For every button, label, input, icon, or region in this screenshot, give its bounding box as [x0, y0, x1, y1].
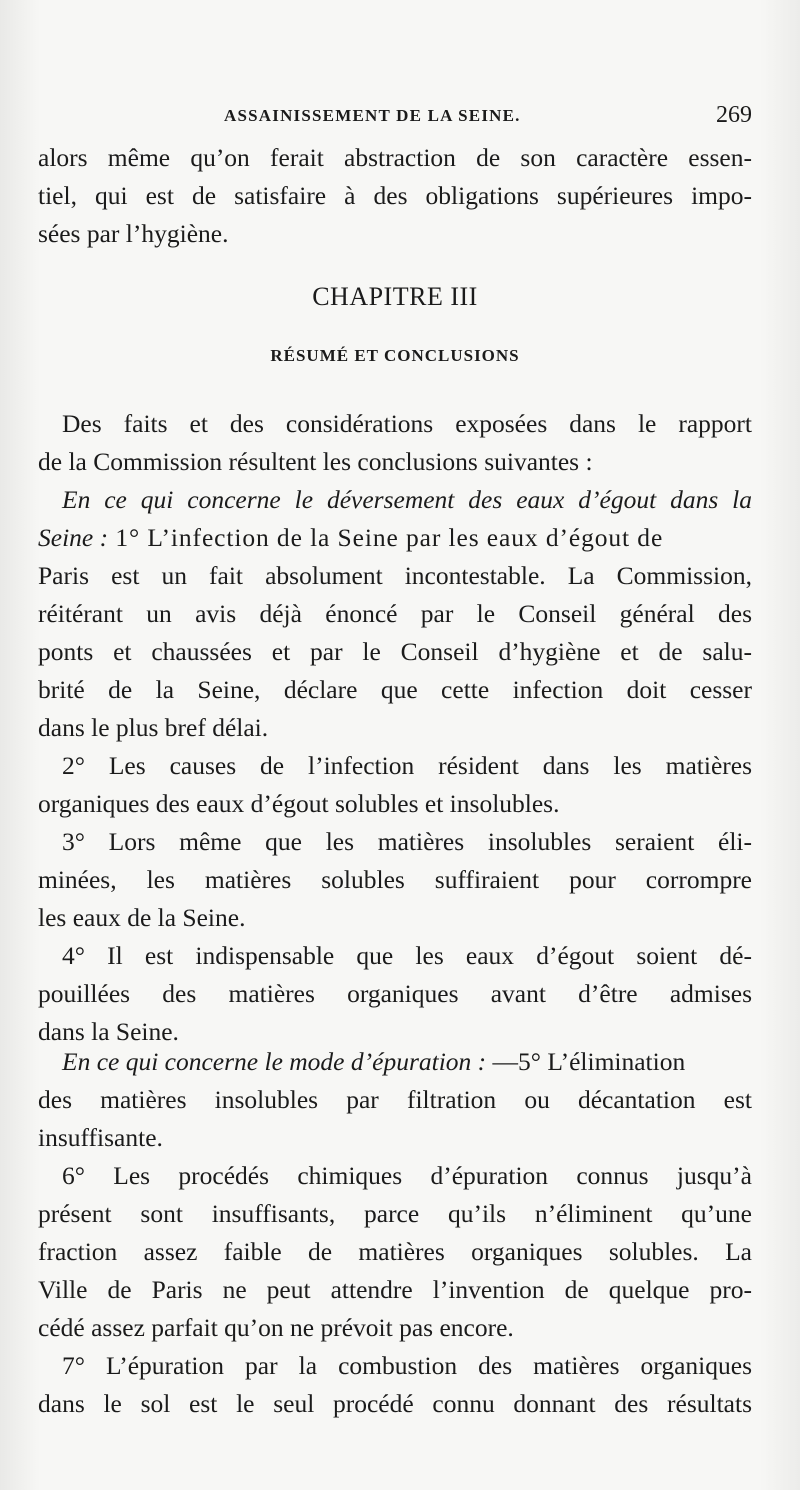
text-line: brité de la Seine, déclare que cette infection doit cesser — [38, 675, 752, 704]
page-number: 269 — [716, 102, 752, 128]
text-line: réitérant un avis déjà énoncé par le Conseil général des — [38, 599, 752, 628]
text-line: dans la Seine. — [38, 1017, 179, 1046]
text-line: 6° Les procédés chimiques d’épuration connus jusqu’à — [62, 1161, 752, 1190]
text-line: 4° Il est indispensable que les eaux d’égout soient dé- — [62, 941, 752, 970]
text-line: les eaux de la Seine. — [38, 903, 246, 932]
text-line: minées, les matières solubles suffiraient pour corrompre — [38, 865, 752, 894]
chapter-subtitle: RÉSUMÉ ET CONCLUSIONS — [270, 346, 520, 365]
text-line: 3° Lors même que les matières insolubles seraient éli- — [62, 827, 752, 856]
running-head — [38, 102, 752, 134]
italic-lead: En ce qui concerne le mode d’épuration : — [62, 1047, 487, 1076]
text-line: cédé assez parfait qu’on ne prévoit pas encore. — [38, 1313, 514, 1342]
text-line: ponts et chaussées et par le Conseil d’hygiène et de salu- — [38, 637, 752, 666]
text-line — [38, 1044, 752, 1080]
text-run: 1° L’infection de la Seine par les eaux d’égout de — [108, 523, 664, 552]
text-line — [38, 520, 752, 556]
text-line: 2° Les causes de l’infection résident dans les matières — [62, 751, 752, 780]
text-line: Paris est un fait absolument incontestable. La Commission, — [38, 561, 752, 590]
running-title: ASSAINISSEMENT DE LA SEINE. — [224, 106, 521, 125]
text-line: alors même qu’on ferait abstraction de son caractère essen- — [38, 143, 752, 172]
text-line-italic: En ce qui concerne le déversement des eaux d’égout dans la — [62, 485, 752, 514]
text-line: des matières insolubles par filtration ou décantation est — [38, 1085, 752, 1114]
text-line: 7° L’épuration par la combustion des matières organiques — [62, 1351, 752, 1380]
text-line: de la Commission résultent les conclusions suivantes : — [38, 447, 593, 476]
text-line: insuffisante. — [38, 1123, 163, 1152]
text-line: dans le sol est le seul procédé connu donnant des résultats — [38, 1389, 752, 1418]
italic-lead: Seine : — [38, 523, 109, 552]
text-run: —5° L’élimination — [486, 1047, 686, 1076]
text-line: pouillées des matières organiques avant d’être admises — [38, 979, 752, 1008]
chapter-title: CHAPITRE III — [312, 282, 478, 311]
text-line: tiel, qui est de satisfaire à des obligations supérieures impo- — [38, 181, 752, 210]
text-line: fraction assez faible de matières organiques solubles. La — [38, 1237, 752, 1266]
text-line: dans le plus bref délai. — [38, 713, 269, 742]
text-line: organiques des eaux d’égout solubles et insolubles. — [38, 789, 560, 818]
text-line: Des faits et des considérations exposées dans le rapport — [62, 409, 752, 438]
text-line: Ville de Paris ne peut attendre l’invention de quelque pro- — [38, 1275, 752, 1304]
text-line: sées par l’hygiène. — [38, 219, 229, 248]
text-line: présent sont insuffisants, parce qu’ils n’éliminent qu’une — [38, 1199, 752, 1228]
